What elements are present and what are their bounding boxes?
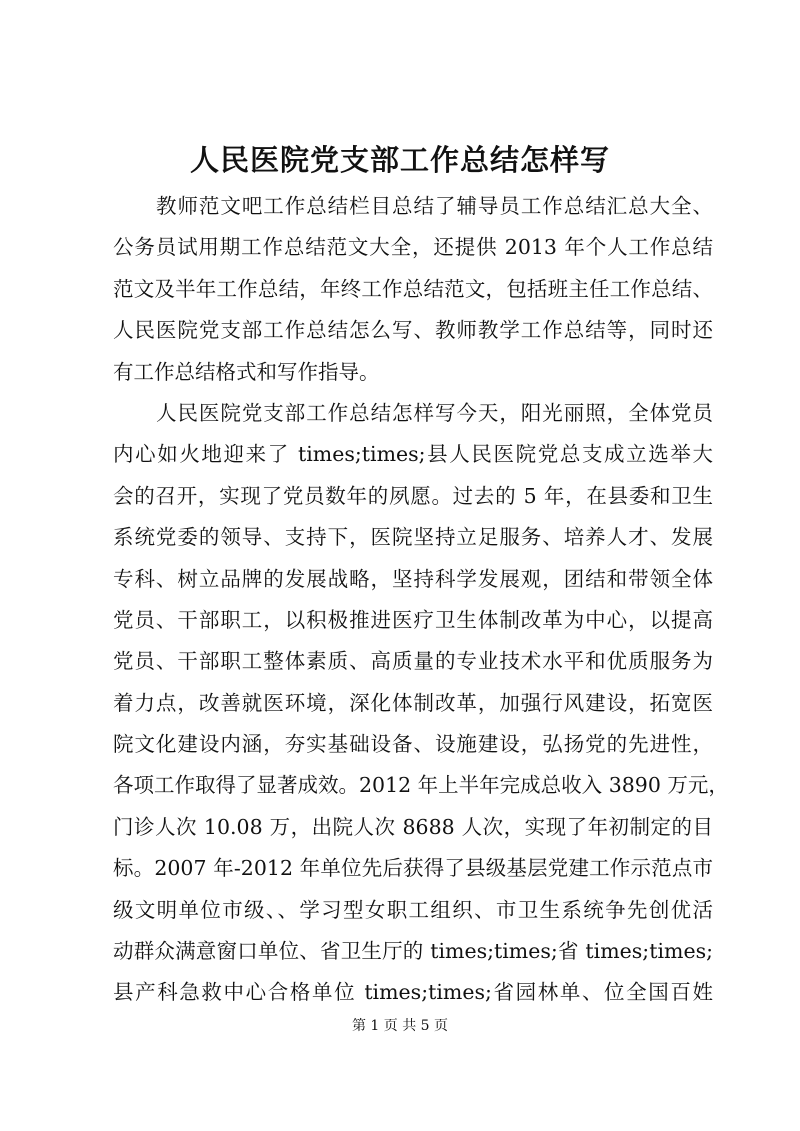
paragraph-line: 党员、干部职工，以积极推进医疗卫生体制改革为中心，以提高	[113, 607, 713, 632]
paragraph-line: 人民医院党支部工作总结怎样写今天，阳光丽照，全体党员	[156, 400, 713, 425]
paragraph-line: 级文明单位市级、、学习型女职工组织、市卫生系统争先创优活	[113, 897, 713, 922]
paragraph-line: 各项工作取得了显著成效。2012 年上半年完成总收入 3890 万元，	[113, 773, 729, 798]
paragraph-2	[113, 393, 729, 1014]
paragraph-line: 内心如火地迎来了 times;times;县人民医院党总支成立选举大	[113, 442, 713, 467]
document-title: 人民医院党支部工作总结怎样写	[189, 143, 610, 177]
paragraph-line: 动群众满意窗口单位、省卫生厅的 times;times;省 times;times;	[113, 939, 713, 964]
paragraph-line: 教师范文吧工作总结栏目总结了辅导员工作总结汇总大全、	[156, 194, 713, 218]
paragraph-line: 有工作总结格式和写作指导。	[113, 359, 380, 384]
paragraph-line: 门诊人次 10.08 万，出院人次 8688 人次，实现了年初制定的目	[113, 814, 713, 839]
paragraph-line: 标。2007 年-2012 年单位先后获得了县级基层党建工作示范点市	[113, 856, 713, 881]
paragraph-line: 党员、干部职工整体素质、高质量的专业技术水平和优质服务为	[113, 649, 713, 674]
paragraph-line: 人民医院党支部工作总结怎么写、教师教学工作总结等，同时还	[113, 318, 713, 343]
paragraph-line: 范文及半年工作总结，年终工作总结范文，包括班主任工作总结、	[113, 276, 713, 301]
paragraph-line: 会的召开，实现了党员数年的夙愿。过去的 5 年，在县委和卫生	[113, 483, 713, 508]
document-body	[113, 186, 729, 1014]
paragraph-line: 县产科急救中心合格单位 times;times;省园林单、位全国百姓	[113, 980, 713, 1005]
paragraph-line: 公务员试用期工作总结范文大全，还提供 2013 年个人工作总结	[113, 235, 713, 260]
paragraph-line: 着力点，改善就医环境，深化体制改革，加强行风建设，拓宽医	[113, 690, 713, 715]
paragraph-line: 院文化建设内涵，夯实基础设备、设施建设，弘扬党的先进性，	[113, 732, 713, 757]
paragraph-1	[113, 186, 713, 393]
paragraph-line: 专科、树立品牌的发展战略，坚持科学发展观，团结和带领全体	[113, 566, 713, 591]
paragraph-line: 系统党委的领导、支持下，医院坚持立足服务、培养人才、发展	[113, 525, 713, 550]
page-number-footer: 第 1 页 共 5 页	[351, 1018, 449, 1034]
